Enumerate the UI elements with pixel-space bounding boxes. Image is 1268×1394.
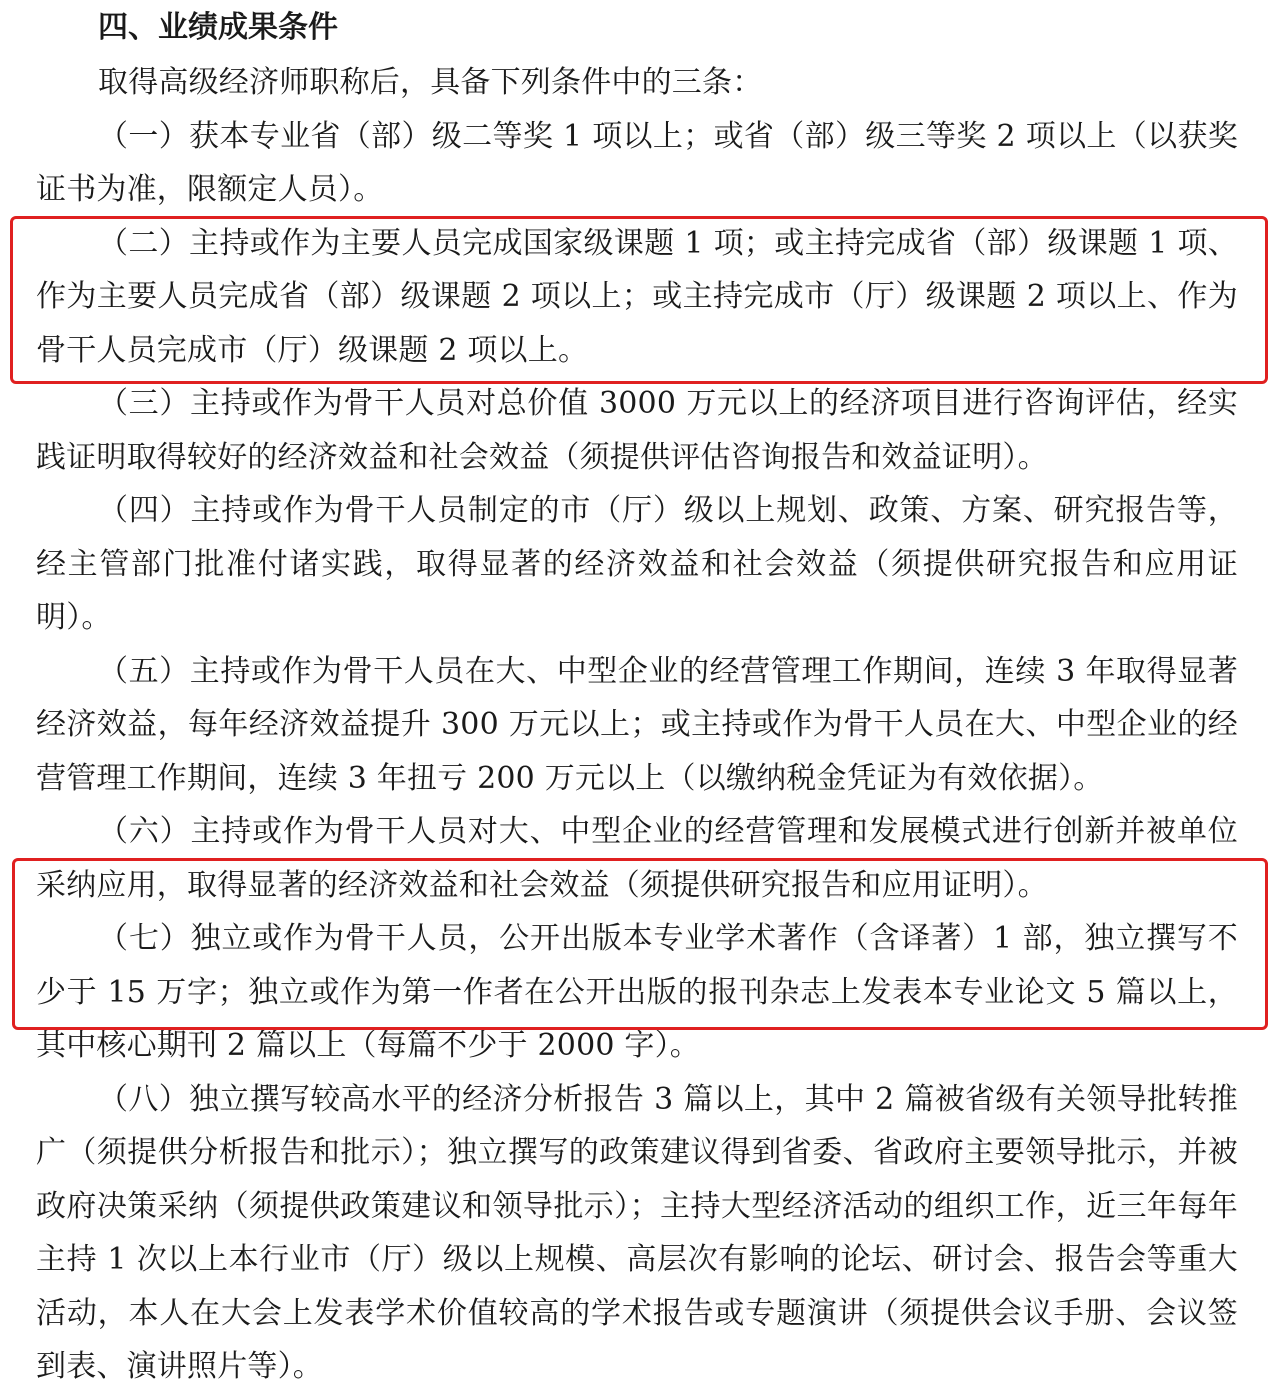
condition-item-6: （六）主持或作为骨干人员对大、中型企业的经营管理和发展模式进行创新并被单位采纳应用，取得显著的经济效益和社会效益（须提供研究报告和应用证明）。	[36, 814, 1238, 903]
condition-item-1: （一）获本专业省（部）级二等奖 1 项以上；或省（部）级三等奖 2 项以上（以获奖证书为准，限额定人员）。	[36, 118, 1238, 207]
condition-item-7: （七）独立或作为骨干人员，公开出版本专业学术著作（含译著）1 部，独立撰写不少于 15 万字；独立或作为第一作者在公开出版的报刊杂志上发表本专业论文 5 篇以上，其中核心期刊 2 篇以上（每篇不少于 2000 字）。	[36, 921, 1238, 1063]
condition-item-3: （三）主持或作为骨干人员对总价值 3000 万元以上的经济项目进行咨询评估，经实践证明取得较好的经济效益和社会效益（须提供评估咨询报告和效益证明）。	[36, 386, 1238, 475]
condition-item-8: （八）独立撰写较高水平的经济分析报告 3 篇以上，其中 2 篇被省级有关领导批转推广（须提供分析报告和批示）；独立撰写的政策建议得到省委、省政府主要领导批示，并被政府决策采纳（须提供政策建议和领导批示）；主持大型经济活动的组织工作，近三年每年主持 1 次以上本行业市（厅）级以上规模、高层次有影响的论坛、研讨会、报告会等重大活动，本人在大会上发表学术价值较高的学术报告或专题演讲（须提供会议手册、会议签到表、演讲照片等）。	[36, 1081, 1238, 1384]
condition-item-4: （四）主持或作为骨干人员制定的市（厅）级以上规划、政策、方案、研究报告等，经主管部门批准付诸实践，取得显著的经济效益和社会效益（须提供研究报告和应用证明）。	[36, 493, 1238, 635]
condition-item-5: （五）主持或作为骨干人员在大、中型企业的经营管理工作期间，连续 3 年取得显著经济效益，每年经济效益提升 300 万元以上；或主持或作为骨干人员在大、中型企业的经营管理工作期间，连续 3 年扭亏 200 万元以上（以缴纳税金凭证为有效依据）。	[36, 653, 1238, 796]
condition-item-2: （二）主持或作为主要人员完成国家级课题 1 项；或主持完成省（部）级课题 1 项、作为主要人员完成省（部）级课题 2 项以上；或主持完成市（厅）级课题 2 项以上、作为骨干人员完成市（厅）级课题 2 项以上。	[36, 225, 1238, 368]
intro-paragraph: 取得高级经济师职称后，具备下列条件中的三条：	[98, 65, 763, 100]
section-heading: 四、业绩成果条件	[98, 10, 338, 45]
